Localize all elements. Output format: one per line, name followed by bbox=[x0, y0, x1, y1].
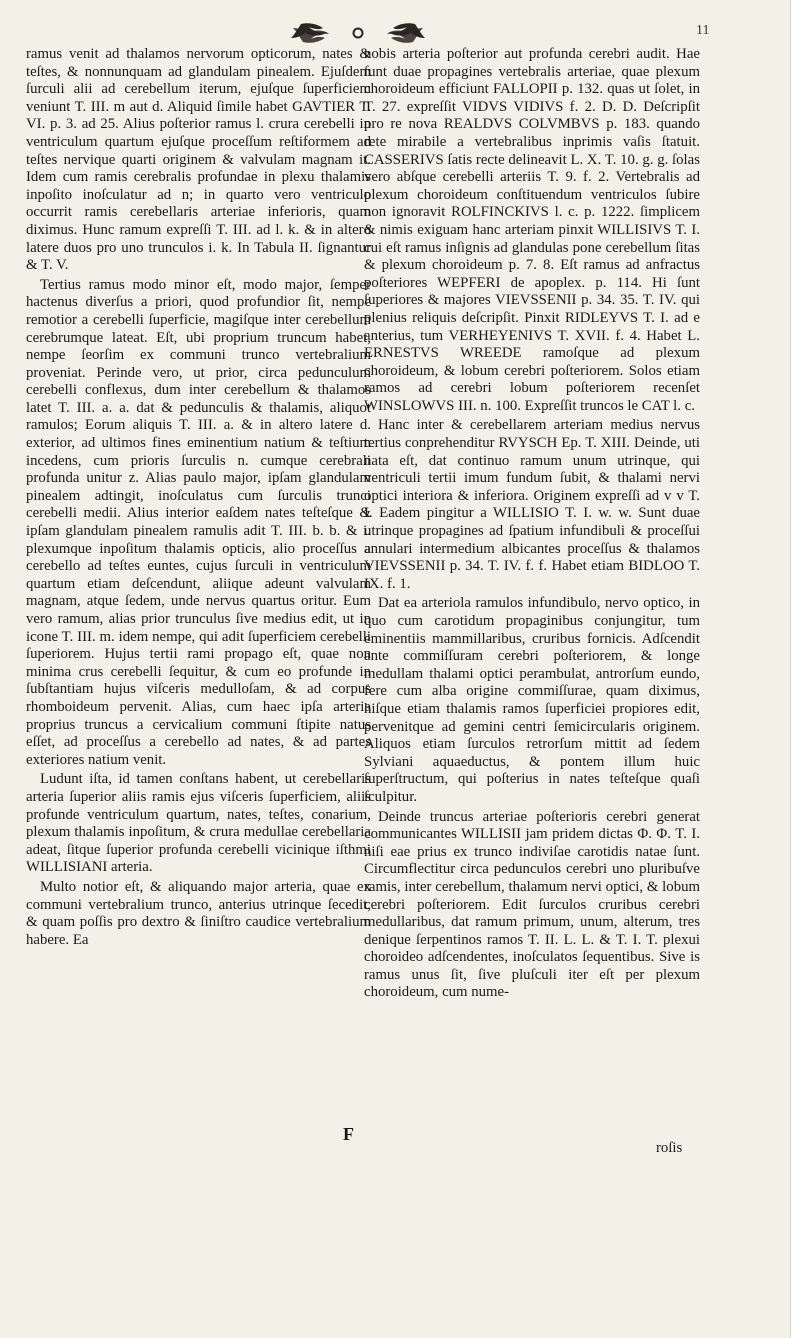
left-column bbox=[26, 46, 371, 951]
page-header bbox=[0, 10, 790, 46]
left-paragraph-2: Tertius ramus modo minor eſt, modo major, ſemper hactenus diverſus a priori, quod profundior ſit, nempe remotior a cerebelli ſuperficie, magiſque inter cerebellum cerebrumque lateat. Eſt, ubi proprium truncum habet, nempe ſeorſim ex communi trunco vertebralium proveniat. Perinde vero, ut prior, circa pedunculum cerebelli conflexus, dum inter cerebellum & thalamos latet T. III. a. a. dat & pedunculis & thalamis, aliquot ramulos; Eorum aliquis T. III. a. & in altero latere d. exterior, ad ultimos fines eminentium natium & teſtium incedens, cum prioris ſurculis n. cumque cerebrali profunda unitur z. Alias paulo major, ipſam glandulam pinealem adtingit, inoſculatus cum ſurculis trunci cerebelli medii. Alius interior eaſdem nates teſteſque & ipſam glandulam pinealem ramulis adit T. III. b. b. & i. plexumque inpoſitum thalamis opticis, alio proceſſus a cerebello ad teſtes euntes, cujus ſurculi in ventriculum quartum etiam deſcendunt, aliique adeunt valvulam magnam, atque ſedem, unde nervus quartus oritur. Eum vero ramum, alias prior trunculus ſive medius edit, ut in icone T. III. m. idem nempe, qui adit ſuperficiem cerebelli ſuperiorem. Hujus tertii rami propago eſt, quae non minima crus cerebelli ſequitur, & cum eo profunde in ſubſtantiam hujus viſceris medulloſam, & ad corpus rhomboideum pervenit. Alias, cum haec ipſa arteria proprius truncus a cervicalium communi ſtipite natus eſſet, ad proceſſus a cerebello ad nates, & ad partes exteriores natium venit. bbox=[26, 276, 371, 768]
right-paragraph-2: Hanc inter & cerebellarem arteriam medius nervus tertius conprehenditur RVYSCH Ep. T. XIII. Deinde, uti nata eſt, dat continuo ramum unum utrinque, qui ventriculi tertii imum fundum ſubit, & thalami nervi optici interiora & inferiora. Originem expreſſi ad v v T. I. Eadem pingitur a WILLISIO T. I. w. w. Sunt duae utrinque propagines ad ſpatium infundibuli & proceſſui annulari intermedium albicantes proceſſus & thalamos VIEVSSENII p. 34. T. IV. f. f. Habet etiam BIDLOO T. IX. f. 1. bbox=[364, 417, 700, 592]
signature-mark: F bbox=[343, 1124, 354, 1144]
left-paragraph-1: ramus venit ad thalamos nervorum opticorum, nates & teſtes, & nonnunquam ad glandulam pinealem. Ejuſdem ſurculi alii ad cerebellum iterum, ejuſque ſuperficiem veniunt T. III. m aut d. Aliquid ſimile habet GAVTIER T. VI. p. 3. ad 25. Alius poſterior ramus l. crura cerebelli in ventriculum quartum ejuſque proceſſum reſtiformem ad teſtes nervique quarti originem & valvulam magnam it. Idem cum ramis cerebralis profundae in plexu thalamis inpoſito inoſculatur ad n; in quarto vero ventriculo occurrit ramis cerebellaris arteriae inferioris, quam diximus. Hunc ramum expreſſi T. III. ad l. k. & in altero latere duos pro uno trunculos i. k. In Tabula II. ſignantur & T. V. bbox=[26, 46, 371, 274]
right-paragraph-3: Dat ea arteriola ramulos infundibulo, nervo optico, in quo cum carotidum propaginibus conjungitur, tum eminentiis mammillaribus, cruribus fornicis. Adſcendit ante commiſſuram cerebri poſteriorem, & longe medullam thalami optici perambulat, antrorſum eundo, fere cum alba origine commiſſurae, quam diximus, hiſque etiam thalamis ramos ſuperficiei propiores edit, pervenitque ad gemini centri ſemicircularis originem. Aliquos etiam ſurculos retrorſum mittit ad ſedem Sylviani aquaeductus, & pontem illum huic ſuperſtructum, qui poſterius in nates teſteſque quaſi ſculpitur. bbox=[364, 595, 700, 805]
left-paragraph-3: Ludunt iſta, id tamen conſtans habent, ut cerebellaris arteria ſuperior aliis ramis ejus viſceris ſuperficiem, aliis profunde ventriculum quartum, nates, teſtes, conarium, plexum thalamis inpoſitum, & crura medullae cerebellaria adeat, ſitque ſuperior profunda cerebelli vicinique iſthmi WILLISIANI arteria. bbox=[26, 771, 371, 876]
right-paragraph-4: Deinde truncus arteriae poſterioris cerebri generat communicantes WILLISII jam pridem dictas Φ. Φ. T. I. niſi eae prius ex trunco indiviſae carotidis natae ſunt. Circumflectitur circa pedunculos cerebri uno pluribuſve ramis, inter cerebellum, thalamum nervi optici, & lobum cerebri poſteriorem. Edit ſurculos cruribus cerebri medullaribus, dat ramum primum, unum, alterum, tres denique ſerpentinos ramos T. II. L. L. & T. I. T. plexui choroideo adſcendentes, inoſculatos ſequentibus. Sive is ramus unus ſit, ſive pluſculi iter eſt per plexum choroideum, cum nume- bbox=[364, 808, 700, 1001]
left-paragraph-4: Multo notior eſt, & aliquando major arteria, quae ex communi vertebralium trunco, anterius utrinque ſecedit, & quam poſſis pro dextro & ſiniſtro caudice vertebralium habere. Ea bbox=[26, 878, 371, 948]
page-number: 11 bbox=[696, 23, 710, 38]
fleuron-ornament-icon bbox=[283, 20, 433, 46]
right-paragraph-1: nobis arteria poſterior aut profunda cerebri audit. Hae ſunt duae propagines vertebralis arteriae, quae plexum choroideum efficiunt FALLOPII p. 132. quas ut ſolet, in T. 27. expreſſit VIDVS VIDIVS f. 2. D. D. Deſcripſit pro re nova REALDVS COLVMBVS p. 183. quando rete mirabile a vertebralibus inprimis vaſis ſtatuit. CASSERIVS ſatis recte delineavit L. X. T. 10. g. g. ſolas vero abſque cerebelli arteriis T. 9. f. 2. Vertebralis ad plexum choroideum conſtituendum ventriculos ſubire non ignoravit ROLFINCKIVS l. c. p. 1222. ſimplicem & nimis exiguam hanc arteriam pinxit WILLISIVS T. I. cui eſt ramus inſignis ad glandulas pone cerebellum ſitas & plexum choroideum p. 7. 8. Eſt ramus ad anfractus poſteriores WEPFERI de apoplex. p. 114. Hi ſunt ſuperiores & majores VIEVSSENII p. 34. 35. T. IV. qui plenius reliquis deſcripſit. Pinxit RIDLEYVS T. I. ad e anterius, tum VERHEYENIVS T. XVII. f. 4. Habet L. ERNESTVS WREEDE ramoſque ad plexum choroideum, & lobum cerebri poſteriorem. Solos etiam ramos ad cerebri lobum poſteriorem recenſet WINSLOWVS III. n. 100. Expreſſit truncos le CAT l. c. bbox=[364, 46, 700, 414]
catchword: roſis bbox=[656, 1140, 683, 1156]
right-column bbox=[364, 46, 700, 1004]
